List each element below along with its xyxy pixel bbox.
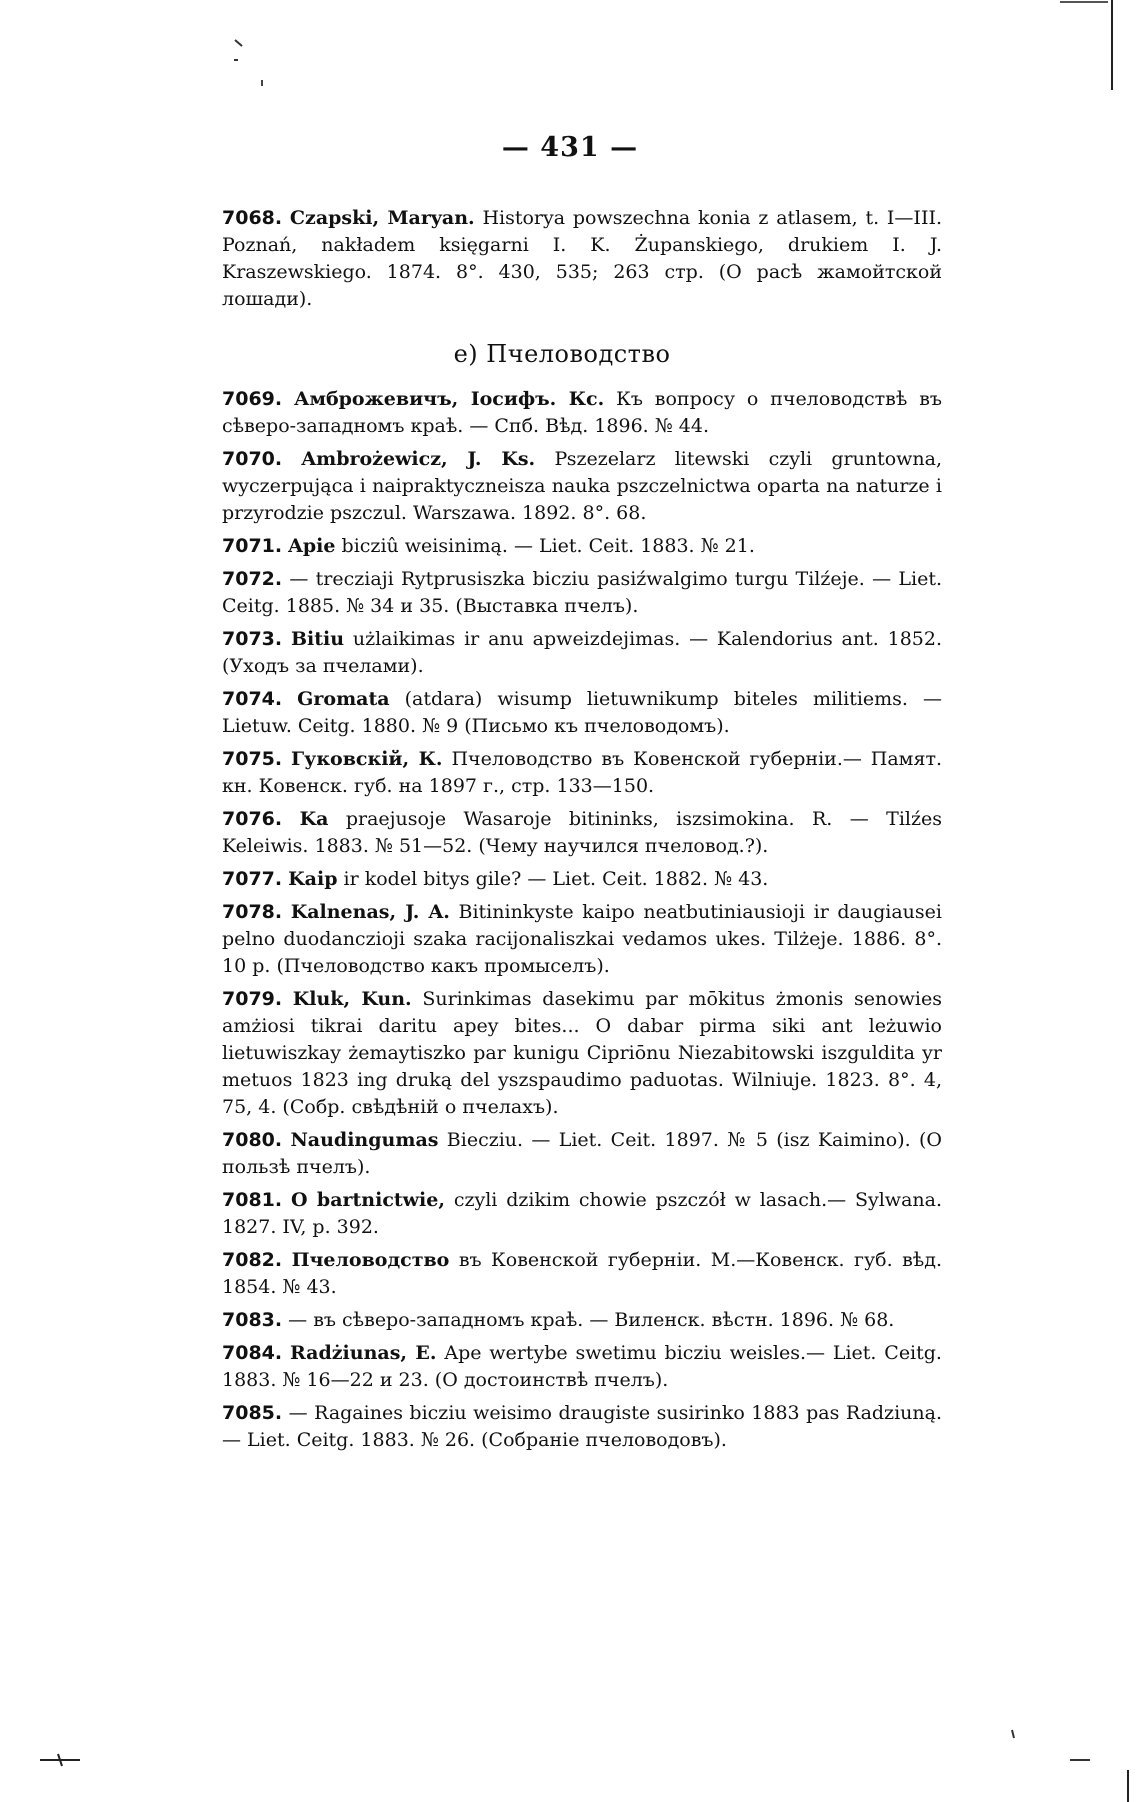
bibliography-entry: [182, 1307, 942, 1334]
entry-number: 7085.: [222, 1402, 283, 1424]
bibliography-entry: [182, 806, 942, 860]
entry-number: 7070.: [222, 448, 283, 470]
bibliography-entry: [182, 899, 942, 980]
entry-number: 7077.: [222, 868, 283, 890]
entry-author: Амброжевичъ, Іосифъ. Кс.: [294, 388, 605, 410]
section-heading: e) Пчеловодство: [453, 340, 671, 368]
entry-number: 7073.: [222, 628, 283, 650]
entry-author: Kluk, Kun.: [292, 988, 412, 1010]
entry-text: bicziû weisinimą. — Liet. Ceit. 1883. № 21.: [341, 535, 755, 557]
entry-text: Biecziu. — Liet. Ceit. 1897. № 5 (isz Kaimino). (О пользѣ пчелъ).: [222, 1129, 942, 1178]
entry-text: użlaikimas ir anu apweizdejimas. — Kalendorius ant. 1852. (Уходъ за пчелами).: [222, 628, 943, 677]
entry-text: ir kodel bitys gile? — Liet. Ceit. 1882. № 43.: [343, 868, 769, 890]
bibliography-entry: [182, 986, 942, 1121]
entry-number: 7079.: [222, 988, 283, 1010]
bibliography-entry: [182, 686, 942, 740]
entry-author: Ambrożewicz, J. Ks.: [301, 448, 536, 470]
entry-author: Radżiunas, E.: [289, 1342, 437, 1364]
bibliography-entry: [182, 746, 942, 800]
entry-text: Къ вопросу о пчеловодствѣ въ сѣверо-западномъ краѣ. — Спб. Вѣд. 1896. № 44.: [222, 388, 942, 437]
entry-number: 7082.: [222, 1249, 283, 1271]
bibliography-entry: [182, 1400, 942, 1454]
entry-number: 7074.: [222, 688, 283, 710]
entry-text: Surinkimas dasekimu par mōkitus żmonis senowies amżiosi tikrai daritu apey bites... O dabar pirma siki ant leżuwio lietuwiszkay żemaytiszko par kunigu Cipriōnu Niezabitowski iszguldita yr metuos 1823 ing druką del yszspaudimo paduotas. Wilniuje. 1823. 8°. 4, 75, 4. (Собр. свѣдѣній о пчелахъ).: [222, 988, 942, 1118]
entry-text: — въ сѣверо-западномъ краѣ. — Виленск. вѣстн. 1896. № 68.: [288, 1309, 895, 1331]
entry-text: Historya powszechna konia z atlasem, t. I—III. Poznań, nakładem księgarni I. K. Żupanskiego, drukiem I. J. Kraszewskiego. 1874. 8°. 430, 535; 263 стр. (О расѣ жамойтской лошади).: [222, 207, 942, 310]
bibliography-entry: [182, 1127, 942, 1181]
entry-text: Bitininkyste kaipo neatbutiniausioji ir daugiausei pelno duodanczioji szaka racijonaliszkai vedamos ukes. Tilżeje. 1886. 8°. 10 p. (Пчеловодство какъ промыселъ).: [222, 901, 942, 977]
bibliography-entry: [182, 866, 942, 893]
entry-number: 7072.: [222, 568, 283, 590]
entry-number: 7075.: [222, 748, 283, 770]
entry-author: Kaip: [288, 868, 338, 890]
bibliography-entry: [182, 533, 942, 560]
bibliography-entry: [182, 1340, 942, 1394]
entry-author: O bartnictwie,: [290, 1189, 445, 1211]
entry-author: Ka: [299, 808, 329, 830]
entry-number: 7069.: [222, 388, 283, 410]
entry-author: Czapski, Maryan.: [289, 207, 475, 229]
entry-number: 7076.: [222, 808, 283, 830]
entry-author: Пчеловодство: [291, 1249, 450, 1271]
entry-number: 7078.: [222, 901, 283, 923]
entry-text: praejusoje Wasaroje bitininks, iszsimokina. R. — Tilźes Keleiwis. 1883. № 51—52. (Чему научился пчеловод.?).: [222, 808, 942, 857]
entry-author: Гуковскій, К.: [291, 748, 443, 770]
bibliography-entry: [182, 1187, 942, 1241]
entry-author: Apie: [288, 535, 336, 557]
bibliography-list: [182, 205, 942, 1454]
entry-author: Kalnenas, J. A.: [290, 901, 450, 923]
bibliography-entry: [182, 386, 942, 440]
bibliography-entry: [182, 205, 942, 313]
entry-author: Bitiu: [290, 628, 345, 650]
entry-number: 7068.: [222, 207, 283, 229]
entry-text: Ape wertybe swetimu bicziu weisles.— Liet. Ceitg. 1883. № 16—22 и 23. (О достоинствѣ пчелъ).: [222, 1342, 942, 1391]
entry-number: 7071.: [222, 535, 283, 557]
entry-author: Gromata: [297, 688, 390, 710]
bibliography-entry: [182, 1247, 942, 1301]
bibliography-entry: [182, 446, 942, 527]
entry-text: Pszezelarz litewski czyli gruntowna, wyczerpująca i naipraktyczneisza nauka pszczelnictwa oparta na naturze i przyrodzie pszczul. Warszawa. 1892. 8°. 68.: [222, 448, 943, 524]
page-number: — 431 —: [501, 132, 639, 163]
entry-author: Naudingumas: [290, 1129, 439, 1151]
entry-text: — trecziaji Rytprusiszka bicziu pasiźwalgimo turgu Tilźeje. — Liet. Ceitg. 1885. № 34 и 35. (Выставка пчелъ).: [222, 568, 942, 617]
entry-number: 7083.: [222, 1309, 283, 1331]
entry-text: въ Ковенской губерніи. М.—Ковенск. губ. вѣд. 1854. № 43.: [222, 1249, 942, 1298]
entry-text: Пчеловодство въ Ковенской губерніи.— Памят. кн. Ковенск. губ. на 1897 г., стр. 133—150.: [222, 748, 942, 797]
entry-text: czyli dzikim chowie pszczół w lasach.— Sylwana. 1827. IV, p. 392.: [222, 1189, 942, 1238]
bibliography-entry: [182, 566, 942, 620]
entry-text: — Ragaines bicziu weisimo draugiste susirinko 1883 pas Radziuną. — Liet. Ceitg. 1883. № 26. (Собраніе пчеловодовъ).: [222, 1402, 942, 1451]
entry-number: 7084.: [222, 1342, 283, 1364]
entry-number: 7081.: [222, 1189, 283, 1211]
entry-number: 7080.: [222, 1129, 283, 1151]
bibliography-entry: [182, 626, 942, 680]
entry-text: (atdara) wisump lietuwnikump biteles militiems. — Lietuw. Ceitg. 1880. № 9 (Письмо къ пчеловодомъ).: [222, 688, 942, 737]
